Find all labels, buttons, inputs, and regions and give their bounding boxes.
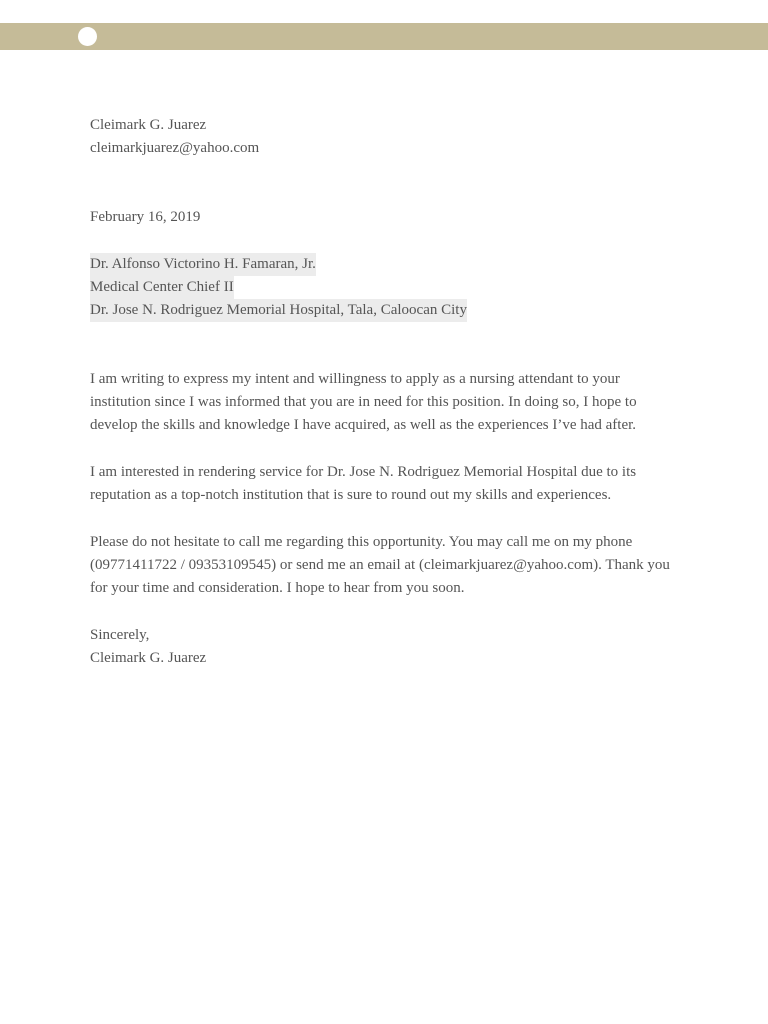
paragraph-line: develop the skills and knowledge I have acquired, as well as the experiences I’ve had after. [90, 417, 637, 433]
letter-date: February 16, 2019 [90, 209, 201, 225]
header-dot [78, 27, 97, 46]
paragraph-interest [90, 461, 690, 507]
paragraph-intent [90, 368, 690, 437]
sender-email: cleimarkjuarez@yahoo.com [90, 140, 260, 156]
signature-name: Cleimark G. Juarez [90, 650, 207, 666]
paragraph-contact [90, 531, 690, 600]
paragraph-line: I am writing to express my intent and willingness to apply as a nursing attendant to your [90, 371, 620, 387]
recipient-title: Medical Center Chief II [90, 276, 234, 299]
paragraph-line: reputation as a top-notch institution that is sure to round out my skills and experiences. [90, 487, 612, 503]
recipient-block [90, 253, 690, 322]
paragraph-line: (09771411722 / 09353109545) or send me an email at (cleimarkjuarez@yahoo.com). Thank you [90, 557, 670, 573]
paragraph-line: for your time and consideration. I hope to hear from you soon. [90, 580, 465, 596]
letter-body [90, 114, 690, 670]
sender-name: Cleimark G. Juarez [90, 117, 207, 133]
recipient-name: Dr. Alfonso Victorino H. Famaran, Jr. [90, 253, 316, 276]
sender-block [90, 114, 690, 160]
closing-salutation: Sincerely, [90, 627, 150, 643]
recipient-organization: Dr. Jose N. Rodriguez Memorial Hospital, Tala, Caloocan City [90, 299, 467, 322]
letter-date-block [90, 206, 690, 229]
header-band [0, 23, 768, 50]
closing-block [90, 624, 690, 670]
paragraph-line: Please do not hesitate to call me regarding this opportunity. You may call me on my phone [90, 534, 633, 550]
paragraph-line: institution since I was informed that you are in need for this position. In doing so, I hope to [90, 394, 637, 410]
paragraph-line: I am interested in rendering service for Dr. Jose N. Rodriguez Memorial Hospital due to its [90, 464, 637, 480]
